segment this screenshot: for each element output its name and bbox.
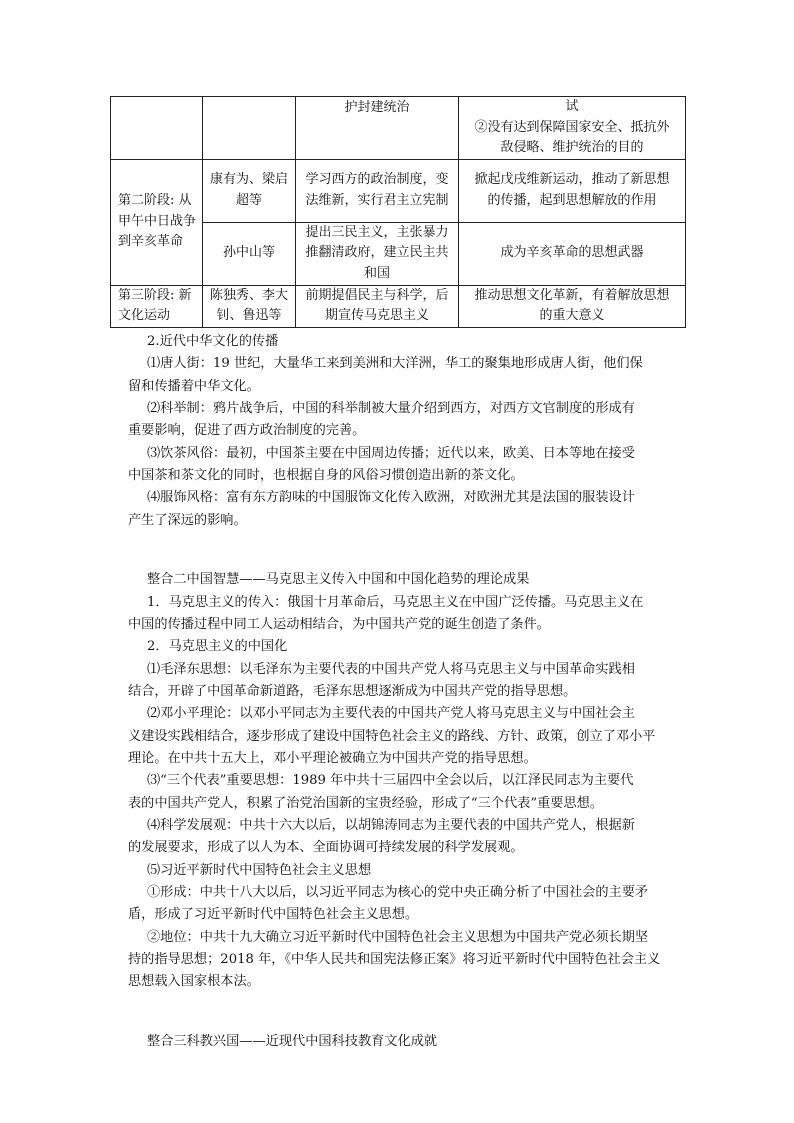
person-cell: 孙中山等 [203,222,296,285]
paragraph-line: ⑶饮茶风俗：最初，中国茶主要在中国周边传播；近代以来，欧美、日本等地在接受 [147,446,635,461]
paragraph-line: ⑷服饰风格：富有东方韵味的中国服饰文化传入欧洲，对欧洲尤其是法国的服装设计 [147,490,635,505]
paragraph-line: 结合，开辟了中国革命新道路，毛泽东思想逐渐成为中国共产党的指导思想。 [128,684,577,699]
table-cell [459,97,686,160]
table-cell [203,97,296,160]
cell-line: 试 [565,99,579,114]
idea-cell: 提出三民主义，主张暴力推翻清政府，建立民主共和国 [296,222,459,285]
table-row [111,285,686,327]
paragraph-line: 中国的传播过程中同工人运动相结合，为中国共产党的诞生创造了条件。 [128,617,550,632]
paragraph-line: 理论。在中共十五大上，邓小平理论被确立为中国共产党的指导思想。 [128,751,537,766]
cell-line: 的传播，起到思想解放的作用 [487,192,657,208]
paragraph-line: ⑵科举制：鸦片战争后，中国的科举制被大量介绍到西方，对西方文官制度的形成有 [147,401,635,416]
section-subheading: 2．马克思主义的中国化 [147,639,288,654]
paragraph-line: 的发展要求，形成了以人为本、全面协调可持续发展的科学发展观。 [128,840,524,855]
paragraph-line: ⑵邓小平理论：以邓小平同志为主要代表的中国共产党人将马克思主义与中国社会主 [147,706,635,721]
paragraph-line: 留和传播着中华文化。 [128,379,260,394]
effect-cell [459,285,686,327]
paragraph-line: ⑸习近平新时代中国特色社会主义思想 [147,863,372,878]
table-row [111,159,686,222]
paragraph-line: ⑴唐人街：19 世纪，大量华工来到美洲和大洋洲，华工的聚集地形成唐人街，他们保 [147,356,643,371]
cell-line: 掀起戊戌维新运动，推动了新思想 [474,172,670,187]
paragraph-line: 持的指导思想；2018 年，《中华人民共和国宪法修正案》将习近平新时代中国特色社会主义 [128,952,661,967]
idea-cell: 学习西方的政治制度，变法维新，实行君主立宪制 [296,159,459,222]
paragraph-line: 中国茶和茶文化的同时，也根据自身的风俗习惯创造出新的茶文化。 [128,468,524,483]
cell-line: 的重大意义 [539,308,605,323]
paragraph-line: ⑴毛泽东思想：以毛泽东为主要代表的中国共产党人将马克思主义与中国革命实践相 [147,662,635,677]
cell-line: ②没有达到保障国家安全、抵抗外 [474,119,670,135]
effect-cell [459,159,686,222]
paragraph-line: ⑶“三个代表”重要思想：1989 年中共十三届四中全会以后，以江泽民同志为主要代 [147,773,634,788]
paragraph-line: 思想载入国家根本法。 [128,974,260,989]
person-cell: 康有为、梁启超等 [203,159,296,222]
cell-line: 推动思想文化革新，有着解放思想 [474,287,670,303]
section-subheading: 2.近代中华文化的传播 [147,334,279,349]
cell-line: 成为辛亥革命的思想武器 [500,245,644,261]
idea-cell: 前期提倡民主与科学，后期宣传马克思主义 [296,285,459,327]
paragraph-line: ②地位：中共十九大确立习近平新时代中国特色社会主义思想为中国共产党必须长期坚 [147,930,649,945]
cell-line: 敌侵略、维护统治的目的 [500,140,644,155]
paragraph-line: 义建设实践相结合，逐步形成了建设中国特色社会主义的路线、方针、政策，创立了邓小平 [128,729,656,744]
table-row [111,97,686,160]
paragraph-line: ⑷科学发展观：中共十六大以后，以胡锦涛同志为主要代表的中国共产党人，根据新 [147,818,635,833]
section-heading: 整合二中国智慧——马克思主义传入中国和中国化趋势的理论成果 [147,572,530,587]
stage-cell: 第二阶段: 从甲午中日战争到辛亥革命 [111,159,203,285]
paragraph-line: 表的中国共产党人，积累了治党治国新的宝贵经验，形成了“三个代表”重要思想。 [128,796,604,811]
history-table [110,96,686,328]
section-heading: 整合三科教兴国——近现代中国科技教育文化成就 [147,1034,438,1049]
paragraph-line: 重要影响，促进了西方政治制度的完善。 [128,423,366,438]
paragraph-line: ①形成：中共十八大以后，以习近平同志为核心的党中央正确分析了中国社会的主要矛 [147,885,649,900]
table-cell [111,97,203,160]
stage-cell: 第三阶段: 新文化运动 [111,285,203,327]
table-cell: 护封建统治 [296,97,459,160]
person-cell: 陈独秀、李大钊、鲁迅等 [203,285,296,327]
paragraph-line: 盾，形成了习近平新时代中国特色社会主义思想。 [128,907,419,922]
paragraph-line: 产生了深远的影响。 [128,513,247,528]
paragraph-line: 1．马克思主义的传入：俄国十月革命后，马克思主义在中国广泛传播。马克思主义在 [147,595,644,610]
effect-cell [459,222,686,285]
